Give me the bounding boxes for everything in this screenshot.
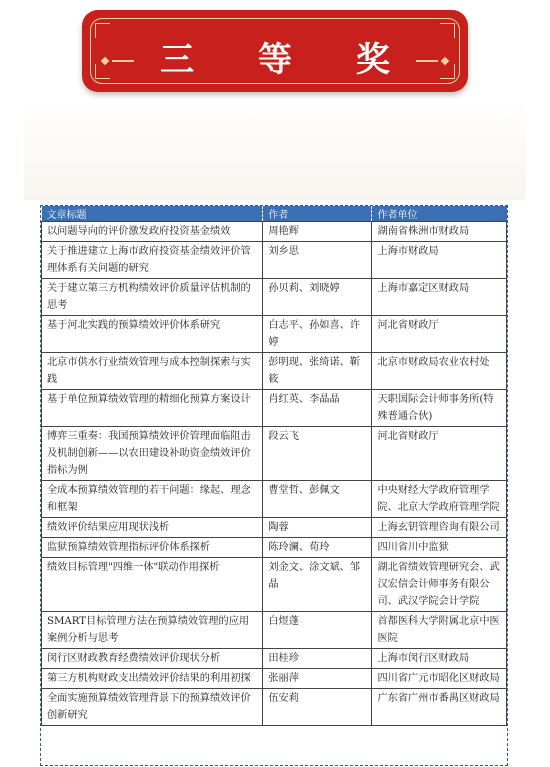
award-banner (82, 10, 468, 92)
cell-author: 伍安莉 (263, 689, 372, 726)
cell-author: 田桂珍 (263, 649, 372, 669)
table-row (42, 558, 507, 612)
cell-affiliation: 广东省广州市番禺区财政局 (372, 689, 507, 726)
table-row (42, 222, 507, 242)
table-row (42, 612, 507, 649)
cell-author: 肖红英、李晶晶 (263, 390, 372, 427)
cell-affiliation: 河北省财政厅 (372, 427, 507, 481)
cell-title: 全面实施预算绩效管理背景下的预算绩效评价创新研究 (42, 689, 263, 726)
cell-title: 闵行区财政教育经费绩效评价现状分析 (42, 649, 263, 669)
table-row (42, 353, 507, 390)
cell-author: 曹堂哲、彭佩文 (263, 481, 372, 518)
cell-author: 白志平、孙如喜、许婷 (263, 316, 372, 353)
cell-affiliation: 上海玄钥管理咨询有限公司 (372, 518, 507, 538)
table-header-row (42, 206, 507, 222)
cell-author: 陶蓉 (263, 518, 372, 538)
cell-title: 绩效评价结果应用现状浅析 (42, 518, 263, 538)
cell-title: 关于建立第三方机构绩效评价质量评估机制的思考 (42, 279, 263, 316)
cell-title: 以问题导向的评价激发政府投资基金绩效 (42, 222, 263, 242)
cell-title: 博弈三重奏：我国预算绩效评价管理面临阻击及机制创新——以农田建设补助资金绩效评价指标为例 (42, 427, 263, 481)
photo-background (24, 100, 526, 200)
table-row (42, 427, 507, 481)
award-table (41, 206, 507, 726)
cell-author: 刘乡思 (263, 242, 372, 279)
cell-affiliation: 湖北省绩效管理研究会、武汉宏信会计师事务有限公司、武汉学院会计学院 (372, 558, 507, 612)
table-row (42, 518, 507, 538)
table-body (42, 222, 507, 726)
award-title: 三 等 奖 (160, 40, 416, 80)
table-row (42, 649, 507, 669)
cell-affiliation: 北京市财政局农业农村处 (372, 353, 507, 390)
cell-author: 张丽萍 (263, 669, 372, 689)
cell-author: 陈玲澜、荀玲 (263, 538, 372, 558)
cell-title: 北京市供水行业绩效管理与成本控制探索与实践 (42, 353, 263, 390)
cell-title: 基于单位预算绩效管理的精细化预算方案设计 (42, 390, 263, 427)
cell-title: 关于推进建立上海市政府投资基金绩效评价管理体系有关问题的研究 (42, 242, 263, 279)
table-row (42, 689, 507, 726)
table-row (42, 279, 507, 316)
cell-affiliation: 中央财经大学政府管理学院、北京大学政府管理学院 (372, 481, 507, 518)
cell-affiliation: 湖南省株洲市财政局 (372, 222, 507, 242)
cell-title: 绩效目标管理"四维一体"联动作用探析 (42, 558, 263, 612)
cell-affiliation: 首都医科大学附属北京中医医院 (372, 612, 507, 649)
cell-author: 段云飞 (263, 427, 372, 481)
table-row (42, 316, 507, 353)
table-row (42, 669, 507, 689)
table-row (42, 481, 507, 518)
cell-affiliation: 上海市财政局 (372, 242, 507, 279)
cell-title: 基于河北实践的预算绩效评价体系研究 (42, 316, 263, 353)
cell-author: 周艳辉 (263, 222, 372, 242)
header-title: 文章标题 (42, 206, 263, 222)
header-affiliation: 作者单位 (372, 206, 507, 222)
table-row (42, 242, 507, 279)
cell-author: 孙贝莉、刘晓婷 (263, 279, 372, 316)
cell-author: 刘金文、涂文斌、邹晶 (263, 558, 372, 612)
cell-title: 第三方机构财政支出绩效评价结果的利用初探 (42, 669, 263, 689)
cell-affiliation: 上海市闵行区财政局 (372, 649, 507, 669)
cell-author: 彭明现、张绮诺、靳筱 (263, 353, 372, 390)
cell-affiliation: 河北省财政厅 (372, 316, 507, 353)
cell-affiliation: 四川省川中监狱 (372, 538, 507, 558)
cell-title: 监狱预算绩效管理指标评价体系探析 (42, 538, 263, 558)
cell-affiliation: 天职国际会计师事务所(特殊普通合伙) (372, 390, 507, 427)
cell-author: 白煜蓬 (263, 612, 372, 649)
cell-affiliation: 上海市嘉定区财政局 (372, 279, 507, 316)
table-row (42, 538, 507, 558)
cell-affiliation: 四川省广元市昭化区财政局 (372, 669, 507, 689)
header-author: 作者 (263, 206, 372, 222)
table-row (42, 390, 507, 427)
cell-title: 全成本预算绩效管理的若干问题：缘起、理念和框架 (42, 481, 263, 518)
cell-title: SMART目标管理方法在预算绩效管理的应用案例分析与思考 (42, 612, 263, 649)
